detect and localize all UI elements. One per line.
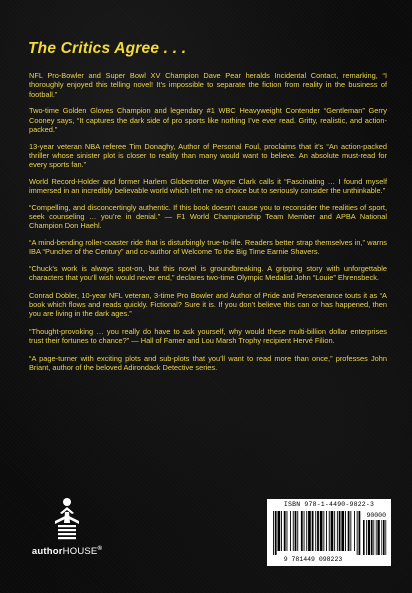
barcode-bar <box>337 511 338 551</box>
barcode-bar <box>339 511 341 551</box>
barcode-bar <box>295 511 297 551</box>
page-title: The Critics Agree . . . <box>28 40 187 57</box>
review-quote: “Thought-provoking … you really do have to ask yourself, why would these multi-billion dollar enterprises trust their fortunes to chance?” — Hall of Famer and Lou Marsh Trophy recipient Hervé Filion. <box>29 326 387 346</box>
barcode-bar <box>273 511 274 555</box>
review-quote: “A page-turner with exciting plots and sub-plots that you’ll want to read more than once,” professes John Briant, author of the beloved Adirondack Detective series. <box>29 353 387 373</box>
barcode-bar <box>306 511 307 551</box>
barcode-bar <box>345 511 346 551</box>
barcode-bar <box>348 511 350 551</box>
barcode-bar <box>308 511 311 551</box>
barcode-bar <box>275 511 277 555</box>
review-quote: 13-year veteran NBA referee Tim Donaghy, Author of Personal Foul, proclaims that it’s “An action-packed thriller whose sinister plot is closer to reality than many would want to believe. An absolute must-read for every sports fan.” <box>29 141 387 170</box>
price-code: 90000 <box>366 512 386 519</box>
barcode-bar <box>317 511 319 551</box>
barcode-bar <box>371 520 373 555</box>
review-quote: Two-time Golden Gloves Champion and legendary #1 WBC Heavyweight Contender “Gentleman” Gerry Cooney says, “It captures the dark side of pro sports like nothing I’ve ever read. Gritty, realistic, and action-packed.” <box>29 106 387 134</box>
barcode-bar <box>385 520 386 555</box>
barcode-bar <box>320 511 323 551</box>
barcode-bar <box>376 520 377 555</box>
barcode-bar <box>304 511 305 551</box>
review-quote: Conrad Dobler, 10-year NFL veteran, 3-time Pro Bowler and Author of Pride and Perseverance touts it as “A book which flows and reads quickly. Fictional? Sure it is. If you don’t believe this can or has happened, then you are living in the dark ages.” <box>29 290 387 319</box>
review-quote: “Chuck’s work is always spot-on, but this novel is groundbreaking. A gripping story with unforgettable characters that you’ll wish would never end,” declares two-time Olympic Medalist John “Louie” Ehrensbeck. <box>29 264 387 283</box>
barcode-bar <box>350 511 351 551</box>
barcode-bar <box>373 520 374 555</box>
publisher-logo <box>27 497 107 569</box>
barcode-bar <box>341 511 344 551</box>
review-quote: “Compelling, and disconcertingly authentic. If this book doesn’t cause you to reconsider the realities of sport, seek counseling … you’re in denial.” — F1 World Championship Team Member and APBA National Champion Don Haehl. <box>29 202 387 231</box>
barcode-bar <box>357 511 358 555</box>
barcode-bar <box>354 511 355 551</box>
barcode-bar <box>331 511 334 551</box>
review-quote: World Record-Holder and former Harlem Globetrotter Wayne Clark calls it “Fascinating … I found myself immersed in an incredibly believable world which left me no choice but to seriously consider the unthinkable.” <box>29 176 387 196</box>
review-quote: NFL Pro-Bowler and Super Bowl XV Champion Dave Pear heralds Incidental Contact, remarking, “I thoroughly enjoyed this telling novel! It’s impossible to separate the fiction from reality in the business of football.” <box>29 71 387 99</box>
isbn-label: ISBN 978-1-4490-9822-3 <box>283 501 375 508</box>
barcode-bar <box>366 520 367 555</box>
barcode-bar <box>334 511 335 551</box>
barcode-bar <box>315 511 316 551</box>
barcode-bar <box>281 511 282 551</box>
barcode-bar <box>297 511 298 551</box>
barcode-bar <box>287 511 288 551</box>
barcode-bar <box>326 511 327 551</box>
barcode-bar <box>368 520 370 555</box>
barcode-bar <box>293 511 294 551</box>
author-house-figure-icon <box>50 497 84 541</box>
barcode-bar <box>383 520 385 555</box>
publisher-name: authorHOUSE® <box>31 546 103 557</box>
review-list <box>29 71 387 381</box>
barcode-bar <box>290 511 291 551</box>
isbn-barcode <box>267 499 391 566</box>
barcode-bar <box>377 520 379 555</box>
barcode-bar <box>278 511 281 551</box>
barcode-bar <box>359 511 361 555</box>
barcode-number: 9 781449 098223 <box>283 556 343 563</box>
barcode-bar <box>381 520 382 555</box>
review-quote: “A mind-bending roller-coaster ride that is disturbingly true-to-life. Readers better strap themselves in,” warns IBA “Puncher of the Century” and co-author of Welcome To the Big Time Earnie Shavers. <box>29 238 387 257</box>
barcode-bar <box>284 511 286 551</box>
barcode-bar <box>363 520 365 555</box>
barcode-bar <box>312 511 314 551</box>
barcode-bar <box>301 511 303 551</box>
barcode-bar <box>323 511 324 551</box>
barcode-bar <box>329 511 330 551</box>
